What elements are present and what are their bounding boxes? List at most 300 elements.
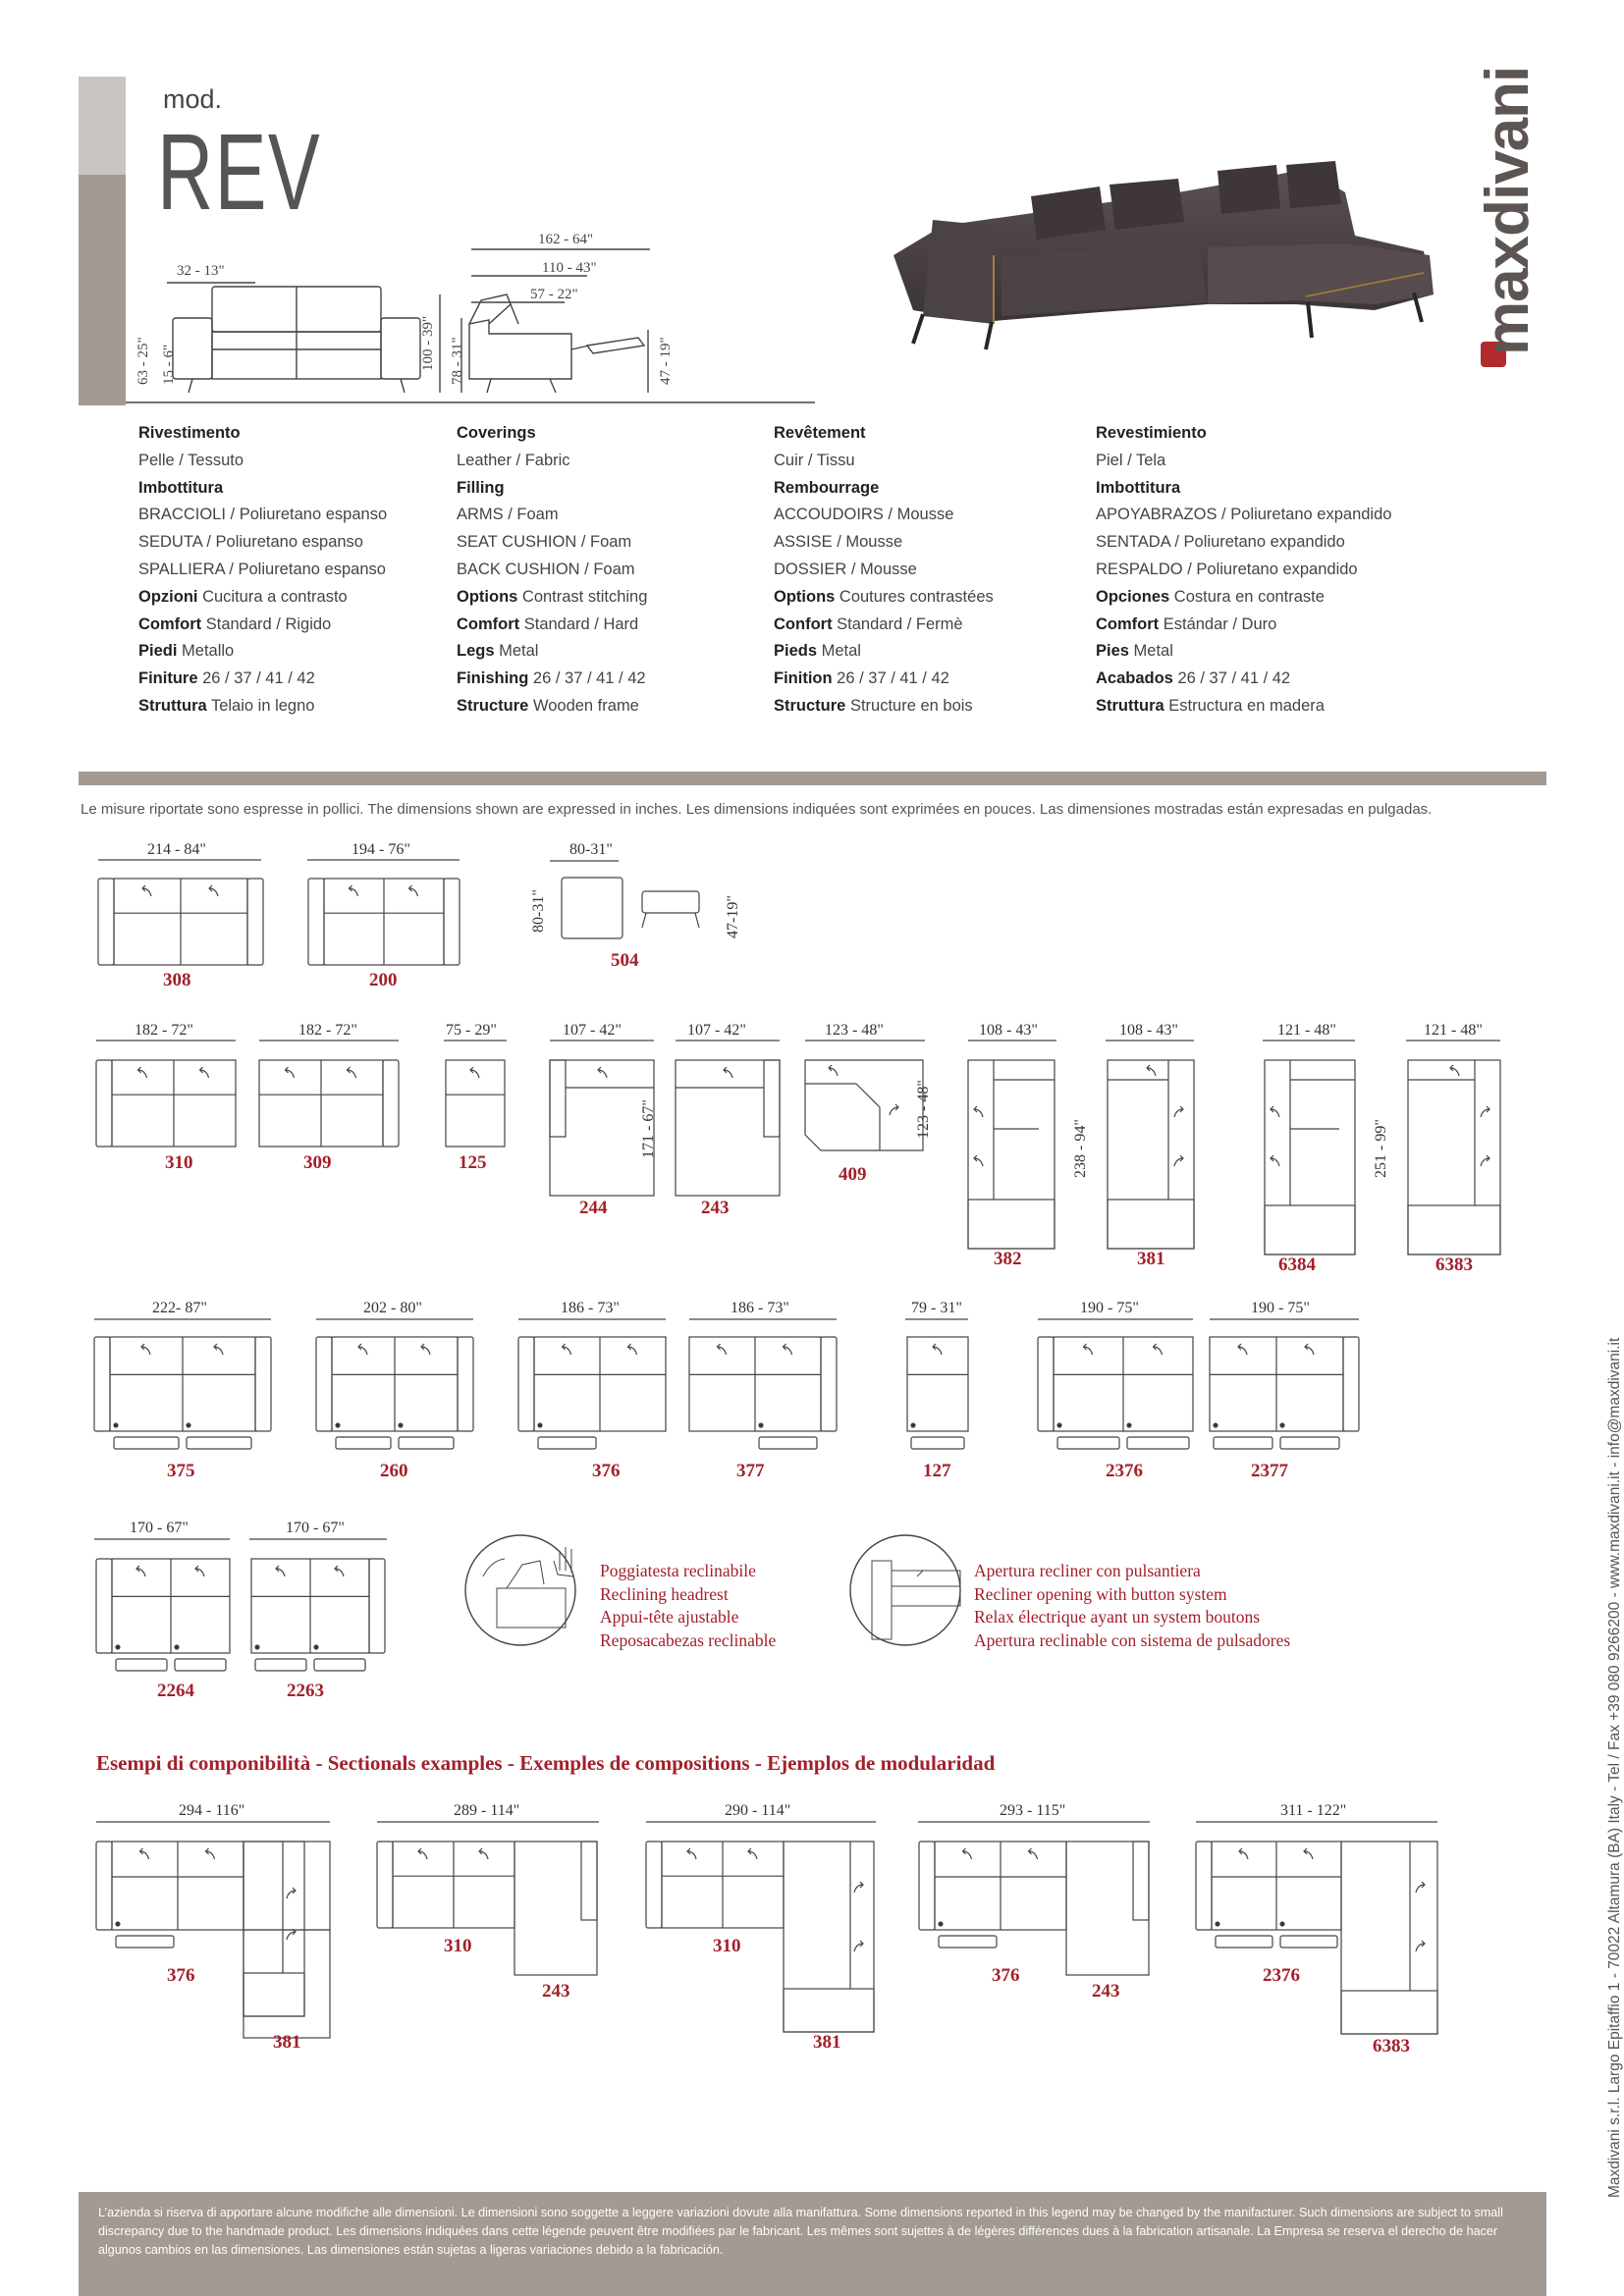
spec-key: Options [457,587,518,606]
module-dimension: 202 - 80" [363,1300,422,1316]
sofa-arm [1196,1842,1212,1930]
sofa-arm [1038,1337,1054,1431]
spec-value: Metal [1128,642,1173,661]
spec-key: Rembourrage [774,478,880,497]
spec-value: Standard / Fermè [832,614,963,633]
recline-arrow-icon [1481,1155,1489,1166]
sofa-arm [98,879,114,965]
chaise-end [784,1989,874,2032]
recline-arrow-icon [136,1566,145,1576]
spec-key: Comfort [457,614,520,633]
recliner-button [336,1423,340,1427]
module-dimension-vertical: 123 - 48" [915,1080,932,1139]
spec-key: Piedi [138,642,178,661]
example-code: 376 [167,1965,195,1986]
spec-key: Structure [774,696,846,715]
example-dimension: 293 - 115" [1000,1802,1066,1819]
example-dimension: 294 - 116" [179,1802,245,1819]
spec-key: Legs [457,642,495,661]
recliner-button [759,1423,763,1427]
module-dimension: 123 - 48" [825,1022,884,1039]
spec-value: Metallo [177,642,235,661]
module-code: 2263 [287,1681,324,1701]
recliner-button [1280,1922,1284,1926]
recline-arrow-icon [1174,1106,1183,1117]
pouf-top [562,878,623,938]
recline-arrow-icon [1450,1065,1459,1076]
chaise-body [514,1842,597,1975]
spec-key: Pies [1096,642,1129,661]
module-dimension: 190 - 75" [1251,1300,1310,1316]
recline-arrow-icon [142,885,151,896]
sofa-body [907,1337,968,1431]
module-code: 377 [736,1461,765,1481]
module-dimension: 186 - 73" [731,1300,789,1316]
legend-headrest-line: Reclining headrest [600,1583,729,1604]
pouf-side [642,891,699,913]
pouf-leg [695,913,699,928]
corner-body [1341,1842,1437,2034]
corner-body [1265,1060,1355,1255]
legend-recliner-illustration [846,1531,964,1649]
spec-key: Structure [457,696,529,715]
recline-arrow-icon [1084,1344,1093,1355]
measurement-note: Le misure riportate sono espresse in pollici. The dimensions shown are expressed in inches. Les dimensions indiquées sont exprimées en pouces. Las dimensiones mostradas están expresadas en pulgadas. [81,801,1433,818]
spec-key: Comfort [138,614,202,633]
sofa-arm [550,1060,566,1137]
example-code: 381 [813,2032,841,2053]
recliner-footrest [911,1437,964,1449]
sofa-arm [646,1842,662,1928]
legend-headrest-illustration [461,1531,579,1649]
sofa-arm [444,879,460,965]
recline-arrow-icon [140,1848,149,1859]
sofa-arm [316,1337,332,1431]
recline-arrow-icon [358,1344,367,1355]
model-name: REV [157,112,322,233]
corner-seat [244,1842,330,1930]
sofa-arm [369,1559,385,1653]
module-dimension: 190 - 75" [1080,1300,1139,1316]
spec-value: BRACCIOLI / Poliuretano espanso [138,506,388,524]
side-open-dim: 110 - 43" [542,260,597,276]
recline-arrow-icon [974,1106,983,1117]
recline-arrow-icon [1154,1344,1163,1355]
chaise-end [1108,1200,1194,1249]
recline-arrow-icon [138,1067,147,1078]
module-dimension: 182 - 72" [298,1022,357,1039]
recliner-footrest [255,1659,306,1671]
recline-arrow-icon [1174,1155,1183,1166]
height-total-dim: 63 - 25" [135,337,151,385]
module-code: 200 [369,970,398,990]
sofa-arm [458,1337,473,1431]
spec-key: Struttura [1096,696,1164,715]
spec-key: Pieds [774,642,818,661]
module-dimension-vertical: 171 - 67" [640,1099,657,1158]
spec-value: Telaio in legno [206,696,315,715]
corner-body [244,1842,304,2016]
recline-arrow-icon [200,1067,209,1078]
height-back-dim: 47 - 19" [658,337,674,385]
spec-key: Imbottitura [1096,478,1181,497]
sofa-arm [94,1337,110,1431]
spec-value: Estructura en madera [1164,696,1325,715]
recline-arrow-icon [890,1104,898,1115]
recliner-footrest [114,1437,179,1449]
legend-recliner-line: Apertura reclinable con sistema de pulsadores [974,1629,1291,1650]
side-depth-dim: 57 - 22" [530,287,578,302]
spec-key: Coverings [457,424,536,442]
module-code: 244 [579,1198,608,1218]
side-total-dim: 162 - 64" [538,232,594,247]
module-dimension-vertical: 47-19" [725,895,741,938]
spec-value: Standard / Rigido [201,614,332,633]
height-raised-dim: 100 - 39" [420,315,436,371]
spec-key: Opzioni [138,587,198,606]
spec-value: BACK CUSHION / Foam [457,560,635,578]
chaise-end [1408,1205,1500,1255]
module-dimension: 170 - 67" [286,1520,345,1536]
module-code: 125 [459,1152,487,1173]
spec-value: Wooden frame [528,696,639,715]
spec-value: APOYABRAZOS / Poliuretano expandido [1096,506,1392,524]
spec-key: Struttura [138,696,207,715]
spec-value: 26 / 37 / 41 / 42 [1172,669,1291,688]
spec-value: 26 / 37 / 41 / 42 [197,669,315,688]
spec-value: 26 / 37 / 41 / 42 [832,669,949,688]
recline-arrow-icon [209,885,218,896]
example-code: 6383 [1373,2036,1410,2056]
spec-key: Filling [457,478,505,497]
recline-arrow-icon [718,1344,727,1355]
recliner-button [314,1645,318,1649]
spec-key: Opciones [1096,587,1170,606]
example-dimension: 290 - 114" [725,1802,791,1819]
module-dimension: 108 - 43" [979,1022,1038,1039]
spec-value: SEDUTA / Poliuretano espanso [138,533,363,552]
recliner-button [1216,1922,1219,1926]
legend-recliner-line: Recliner opening with button system [974,1583,1227,1604]
recline-arrow-icon [1147,1065,1156,1076]
recline-arrow-icon [854,1882,863,1893]
brand-logo: maxdivani [1474,66,1542,355]
spec-key: Comfort [1096,614,1160,633]
chaise-end [1265,1205,1355,1255]
recline-arrow-icon [195,1566,204,1576]
recline-arrow-icon [1304,1848,1313,1859]
recliner-button [255,1645,259,1649]
corner-body [968,1060,1055,1249]
module-code: 310 [165,1152,193,1173]
spec-value: Pelle / Tessuto [138,451,244,469]
chaise-end [1341,1991,1437,2034]
sofa-arm [383,1060,399,1147]
spec-value: Piel / Tela [1096,451,1166,469]
recline-arrow-icon [1029,1848,1038,1859]
module-code: 2377 [1251,1461,1288,1481]
example-code: 381 [273,2032,301,2053]
corner-body [784,1842,874,2032]
recliner-footrest [1057,1437,1119,1449]
sofa-arm [255,1337,271,1431]
module-dimension: 75 - 29" [446,1022,497,1039]
module-dimension-vertical: 251 - 99" [1373,1119,1389,1178]
corner-body [1108,1060,1194,1249]
example-dimension: 289 - 114" [454,1802,520,1819]
spec-value: RESPALDO / Poliuretano expandido [1096,560,1358,578]
recliner-button [114,1423,118,1427]
legend-recliner-line: Apertura recliner con pulsantiera [974,1561,1201,1580]
module-dimension: 80-31" [569,841,613,858]
recline-arrow-icon [287,1888,296,1898]
module-dimension: 214 - 84" [147,841,206,858]
recline-arrow-icon [963,1848,972,1859]
recliner-footrest [116,1659,167,1671]
recline-arrow-icon [409,885,418,896]
spec-value: SPALLIERA / Poliuretano espanso [138,560,386,578]
recline-arrow-icon [784,1344,792,1355]
sofa-arm [919,1842,935,1930]
recline-arrow-icon [1416,1941,1425,1951]
recliner-button [1127,1423,1131,1427]
chaise-end [968,1200,1055,1249]
recline-arrow-icon [470,1067,479,1078]
module-code: 243 [701,1198,730,1218]
recline-arrow-icon [141,1344,150,1355]
spec-value: ACCOUDOIRS / Mousse [774,506,954,524]
corner-body [1408,1060,1500,1255]
spec-key: Finishing [457,669,529,688]
example-code: 243 [1092,1981,1120,2002]
recline-arrow-icon [1271,1106,1279,1117]
spec-value: Standard / Hard [519,614,639,633]
spec-value: DOSSIER / Mousse [774,560,917,578]
chaise-end [244,1930,330,2038]
recliner-footrest [1216,1936,1272,1948]
recline-arrow-icon [724,1067,732,1078]
footer-disclaimer [79,2192,1546,2296]
recline-arrow-icon [206,1848,215,1859]
recline-arrow-icon [350,885,358,896]
module-code: 381 [1137,1249,1165,1269]
spec-value: SEAT CUSHION / Foam [457,533,632,552]
module-dimension-vertical: 238 - 94" [1072,1119,1089,1178]
module-dimension: 107 - 42" [687,1022,746,1039]
sofa-back-line [856,1084,880,1107]
spec-value: Costura en contraste [1169,587,1325,606]
recline-arrow-icon [598,1067,607,1078]
recline-arrow-icon [479,1848,488,1859]
module-dimension: 107 - 42" [563,1022,622,1039]
pouf-leg [642,913,646,928]
recliner-footrest [538,1437,596,1449]
example-code: 243 [542,1981,570,2002]
mod-label: mod. [163,84,223,114]
spec-value: Contrast stitching [517,587,648,606]
recline-arrow-icon [628,1344,637,1355]
seat-height-dim: 15 - 6" [161,344,177,385]
sofa-arm [764,1060,780,1137]
recliner-footrest [116,1936,174,1948]
spec-key: Confort [774,614,833,633]
recliner-footrest [1280,1437,1339,1449]
corner-body [805,1060,923,1150]
recliner-button [1057,1423,1061,1427]
module-dimension: 222- 87" [152,1300,207,1316]
recliner-button [175,1645,179,1649]
depth-closed-dim: 78 - 31" [450,337,465,385]
spec-value: SENTADA / Poliuretano expandido [1096,533,1345,552]
spec-key: Revêtement [774,424,866,442]
module-code: 308 [163,970,191,990]
recliner-footrest [175,1659,226,1671]
module-code: 2376 [1106,1461,1143,1481]
spec-key: Revestimiento [1096,424,1207,442]
spec-value: ARMS / Foam [457,506,559,524]
spec-key: Imbottitura [138,478,224,497]
spec-value: Structure en bois [845,696,973,715]
recliner-button [1214,1423,1218,1427]
legend-recliner-text [974,1560,1290,1652]
recline-arrow-icon [748,1848,757,1859]
recliner-button [939,1922,943,1926]
spec-key: Options [774,587,836,606]
recline-arrow-icon [974,1155,983,1166]
recline-arrow-icon [1481,1106,1489,1117]
example-dimension: 311 - 122" [1280,1802,1347,1819]
legend-recliner-line: Relax électrique ayant un system boutons [974,1607,1261,1627]
module-dimension: 194 - 76" [352,841,410,858]
recline-arrow-icon [829,1065,838,1076]
spec-value: Cucitura a contrasto [197,587,348,606]
recliner-footrest [399,1437,454,1449]
module-dimension: 121 - 48" [1277,1022,1336,1039]
module-code: 260 [380,1461,408,1481]
spec-value: Coutures contrastées [835,587,994,606]
chaise-body [1066,1842,1149,1975]
recline-arrow-icon [1271,1155,1279,1166]
example-code: 310 [444,1936,472,1956]
module-code: 375 [167,1461,195,1481]
sofa-arm [96,1060,112,1147]
sofa-arm [821,1337,837,1431]
legend-headrest-line: Reposacabezas reclinable [600,1629,777,1650]
recliner-button [1280,1423,1284,1427]
module-code: 6384 [1278,1255,1316,1275]
recliner-footrest [336,1437,391,1449]
module-dimension: 170 - 67" [130,1520,189,1536]
spec-value: Estándar / Duro [1159,614,1277,633]
spec-key: Finiture [138,669,198,688]
module-code: 504 [611,950,639,971]
recline-arrow-icon [1238,1344,1247,1355]
recline-arrow-icon [1239,1848,1248,1859]
module-dimension: 186 - 73" [561,1300,620,1316]
company-contact: Maxdivani s.r.l. Largo Epitaffio 1 - 70022 Altamura (BA) Italy - Tel / Fax +39 080 9266200 - www.maxdivani.it - info@maxdivani.it [1606,1337,1623,2198]
recline-arrow-icon [214,1344,223,1355]
sofa-body [446,1060,505,1147]
recline-arrow-icon [933,1344,942,1355]
spec-value: ASSISE / Mousse [774,533,903,552]
sofa-arm [247,879,263,965]
examples-title: Esempi di componibilità - Sectionals examples - Exemples de compositions - Ejemplos de modularidad [96,1751,996,1775]
spec-value: Cuir / Tissu [774,451,855,469]
legend-headrest-line: Poggiatesta reclinabile [600,1561,756,1580]
recliner-footrest [1214,1437,1272,1449]
example-code: 310 [713,1936,741,1956]
recliner-button [538,1423,542,1427]
legend-headrest-text [600,1560,776,1652]
recline-arrow-icon [1305,1344,1314,1355]
sofa-arm [377,1842,393,1928]
recline-arrow-icon [287,1929,296,1940]
module-code: 2264 [157,1681,194,1701]
recliner-button [911,1423,915,1427]
module-dimension: 108 - 43" [1119,1022,1178,1039]
recline-arrow-icon [854,1941,863,1951]
recliner-footrest [187,1437,251,1449]
sofa-arm [581,1842,597,1920]
module-code: 376 [592,1461,621,1481]
module-dimension: 182 - 72" [135,1022,193,1039]
spec-key: Acabados [1096,669,1173,688]
sofa-arm [1133,1842,1149,1920]
module-code: 409 [839,1164,867,1185]
recliner-footrest [1280,1936,1337,1948]
recline-arrow-icon [348,1067,356,1078]
recliner-footrest [1127,1437,1189,1449]
recliner-button [187,1423,190,1427]
module-code: 127 [923,1461,951,1481]
recline-arrow-icon [286,1067,295,1078]
spec-value: Leather / Fabric [457,451,570,469]
recline-arrow-icon [563,1344,571,1355]
recline-arrow-icon [335,1566,344,1576]
recliner-footrest [939,1936,997,1948]
recline-arrow-icon [1416,1882,1425,1893]
recline-arrow-icon [421,1344,430,1355]
module-dimension-vertical: 80-31" [530,889,547,933]
recline-arrow-icon [687,1848,696,1859]
recline-arrow-icon [418,1848,427,1859]
recliner-button [399,1423,403,1427]
sofa-arm [1343,1337,1359,1431]
front-width-dim: 32 - 13" [177,263,225,279]
module-dimension: 121 - 48" [1424,1022,1483,1039]
spec-value: Metal [817,642,861,661]
recliner-button [116,1645,120,1649]
module-code: 382 [994,1249,1022,1269]
recliner-footrest [314,1659,365,1671]
sofa-arm [96,1842,112,1930]
sofa-arm [518,1337,534,1431]
footer-text: L’azienda si riserva di apportare alcune modifiche alle dimensioni. Le dimensioni sono soggette a leggere variazioni dovute alla manifattura. Some dimensions reported in this legend may be changed by the manifacturer. Such dimensions are subject to small discrepancy due to the handmade product. Les dimensions indiquées dans cette légende peuvent être modifiées par le fabricant. Les mêmes sont sujettes à de légères différences dues à la fabrication artisanale. La Empresa se reserva el derecho de hacer algunos cambios en las dimensiones. Las dimensiones están sujetas a ligeras variaciones debido a la fabricación. [98,2206,1503,2257]
spec-value: Metal [494,642,539,661]
spec-value: 26 / 37 / 41 / 42 [528,669,646,688]
sofa-arm [96,1559,112,1653]
module-dimension: 79 - 31" [911,1300,962,1316]
spec-key: Rivestimento [138,424,241,442]
legend-headrest-line: Appui-tête ajustable [600,1607,739,1627]
recliner-button [116,1922,120,1926]
sofa-arm [308,879,324,965]
spec-key: Finition [774,669,833,688]
example-code: 2376 [1263,1965,1300,1986]
chaise-end [244,1973,304,2016]
module-code: 309 [303,1152,332,1173]
recliner-footrest [759,1437,817,1449]
